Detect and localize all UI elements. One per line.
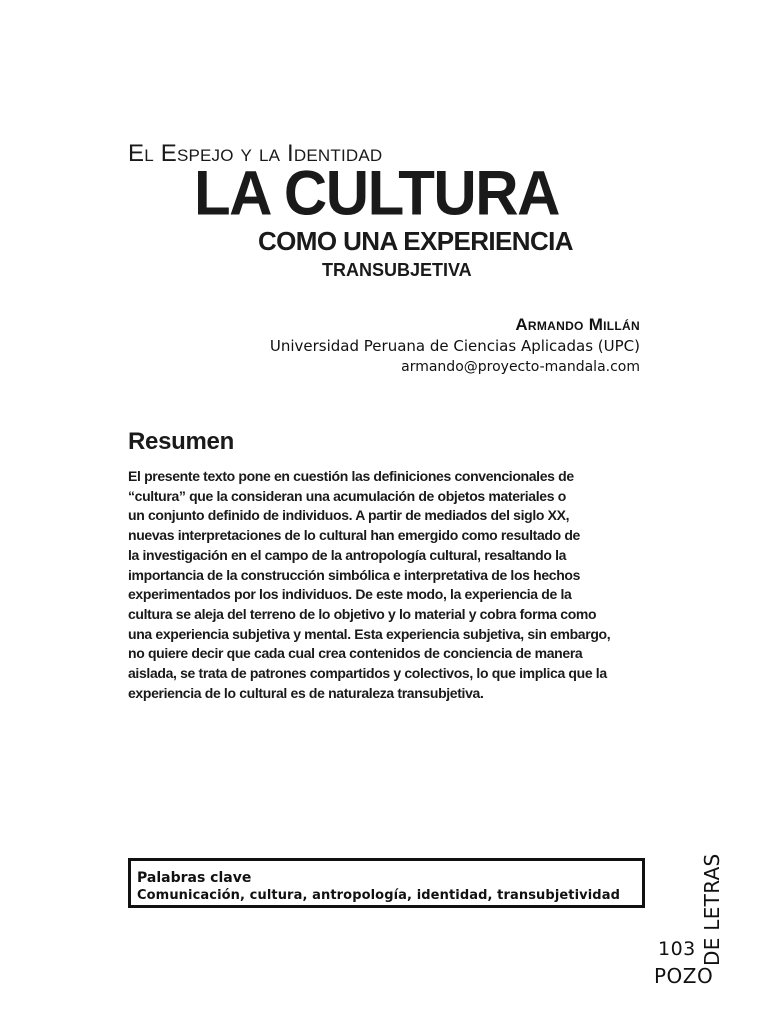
abstract-line: una experiencia subjetiva y mental. Esta experiencia subjetiva, sin embargo, (128, 625, 611, 642)
keywords-list: Comunicación, cultura, antropología, identidad, transubjetividad (137, 888, 620, 903)
abstract-line: la investigación en el campo de la antropología cultural, resaltando la (128, 546, 567, 563)
abstract-line: aislada, se trata de patrones compartidos y colectivos, lo que implica que la (128, 665, 607, 682)
abstract-line: experiencia de lo cultural es de naturaleza transubjetiva. (128, 684, 484, 701)
abstract-heading: Resumen (128, 428, 234, 455)
abstract-line: importancia de la construcción simbólica e interpretativa de los hechos (128, 566, 581, 583)
page-number: 103 (658, 938, 696, 960)
journal-name-word2: DE LETRAS (700, 853, 724, 966)
keywords-box (128, 858, 645, 908)
journal-name-word1: POZO (654, 964, 714, 988)
abstract-line: cultura se aleja del terreno de lo objetivo y lo material y cobra forma como (128, 605, 597, 622)
abstract-line: nuevas interpretaciones de lo cultural han emergido como resultado de (128, 527, 580, 544)
article-subtitle-2: TRANSUBJETIVA (322, 260, 472, 280)
article-subtitle: COMO UNA EXPERIENCIA (258, 226, 573, 256)
abstract-line: “cultura” que la consideran una acumulación de objetos materiales o (128, 487, 566, 504)
author-name: Armando Millán (515, 315, 640, 334)
abstract-line: un conjunto definido de individuos. A partir de mediados del siglo XX, (128, 507, 570, 524)
abstract-line: El presente texto pone en cuestión las definiciones convencionales de (128, 468, 574, 484)
abstract-line: no quiere decir que cada cual crea contenidos de conciencia de manera (128, 645, 583, 662)
keywords-label: Palabras clave (137, 870, 252, 886)
abstract-line: experimentados por los individuos. De este modo, la experiencia de la (128, 586, 572, 603)
author-email[interactable]: armando@proyecto-mandala.com (401, 359, 640, 375)
author-affiliation: Universidad Peruana de Ciencias Aplicadas (UPC) (269, 337, 640, 355)
abstract-body (128, 467, 640, 703)
author-block (140, 314, 640, 377)
section-title: El Espejo y la Identidad (128, 140, 383, 167)
article-title: LA CULTURA (194, 157, 559, 229)
